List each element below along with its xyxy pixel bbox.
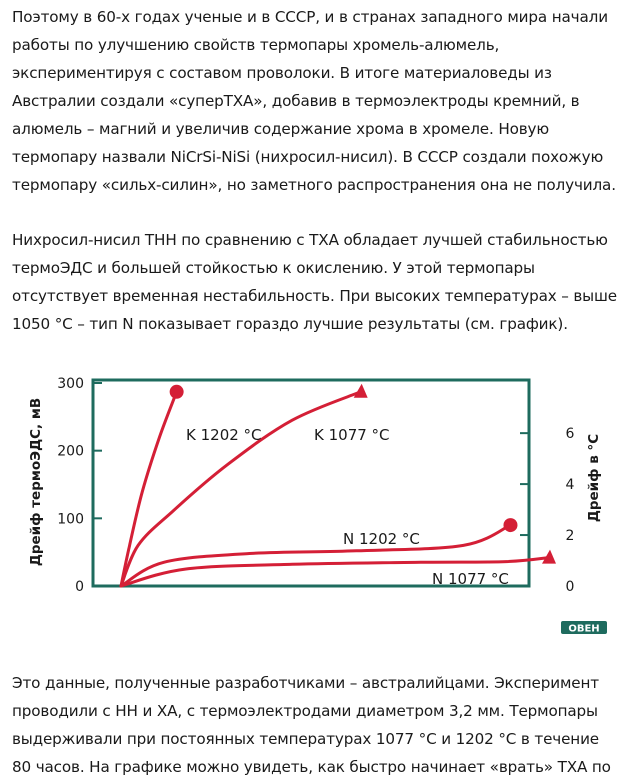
thermocouple-drift-chart [0,360,630,650]
series-end-marker [170,385,184,399]
paragraph-1: Поэтому в 60-х годах ученые и в СССР, и в странах западного мира начали работы по улучшению свойств термопары хромель-алюмель, экспериментируя с составом проволоки. В итоге материаловеды из Австралии создали «суперТХА», добавив в термоэлектроды кремний, в алюмель – магний и увеличив содержание хрома в хромеле. Новую термопару назвали NiCrSi-NiSi (нихросил-нисил). В СССР создали похожую термопару «сильх-силин», но заметного распространения она не получила. [12,8,616,194]
y-axis-label: Дрейф термоЭДС, мВ [28,397,44,567]
left-axis-ticks [57,376,102,595]
left-tick-label: 300 [57,376,84,392]
right-tick-label: 2 [565,528,575,545]
right-tick-label: 4 [565,477,575,494]
series-label: N 1202 °C [343,530,420,548]
logo-text: ОВЕН [568,623,600,635]
left-tick-label: 100 [57,511,84,528]
series-line [121,392,177,586]
series-end-marker [354,384,368,398]
series-end-marker [503,518,517,532]
right-tick-label: 6 [565,426,575,443]
y-axis-right-label: Дрейф в °С [586,433,602,523]
right-tick-label: 0 [565,579,575,595]
series-label: K 1202 °C [186,426,262,444]
series-label: K 1077 °C [314,426,390,444]
series-line [121,392,361,586]
series-lines [121,384,556,586]
chart-svg [0,360,630,650]
paragraph-2: Нихросил-нисил ТНН по сравнению с ТХА обладает лучшей стабильностью термоЭДС и большей стойкостью к окислению. У этой термопары отсутствует временная нестабильность. При высоких температурах – выше 1050 °С – тип N показывает гораздо лучшие результаты (см. график). [12,231,617,333]
series-label: N 1077 °C [432,570,509,588]
oven-logo [561,621,607,635]
paragraph-3: Это данные, полученные разработчиками – австралийцами. Эксперимент проводили с НН и ХА, с термоэлектродами диаметром 3,2 мм. Термопары выдерживали при постоянных температурах 1077 °С и 1202 °С в течение 80 часов. На графике можно увидеть, как быстро начинает «врать» ТХА по [12,674,611,776]
left-tick-label: 0 [75,579,84,595]
left-tick-label: 200 [57,443,84,460]
series-end-marker [542,550,556,564]
